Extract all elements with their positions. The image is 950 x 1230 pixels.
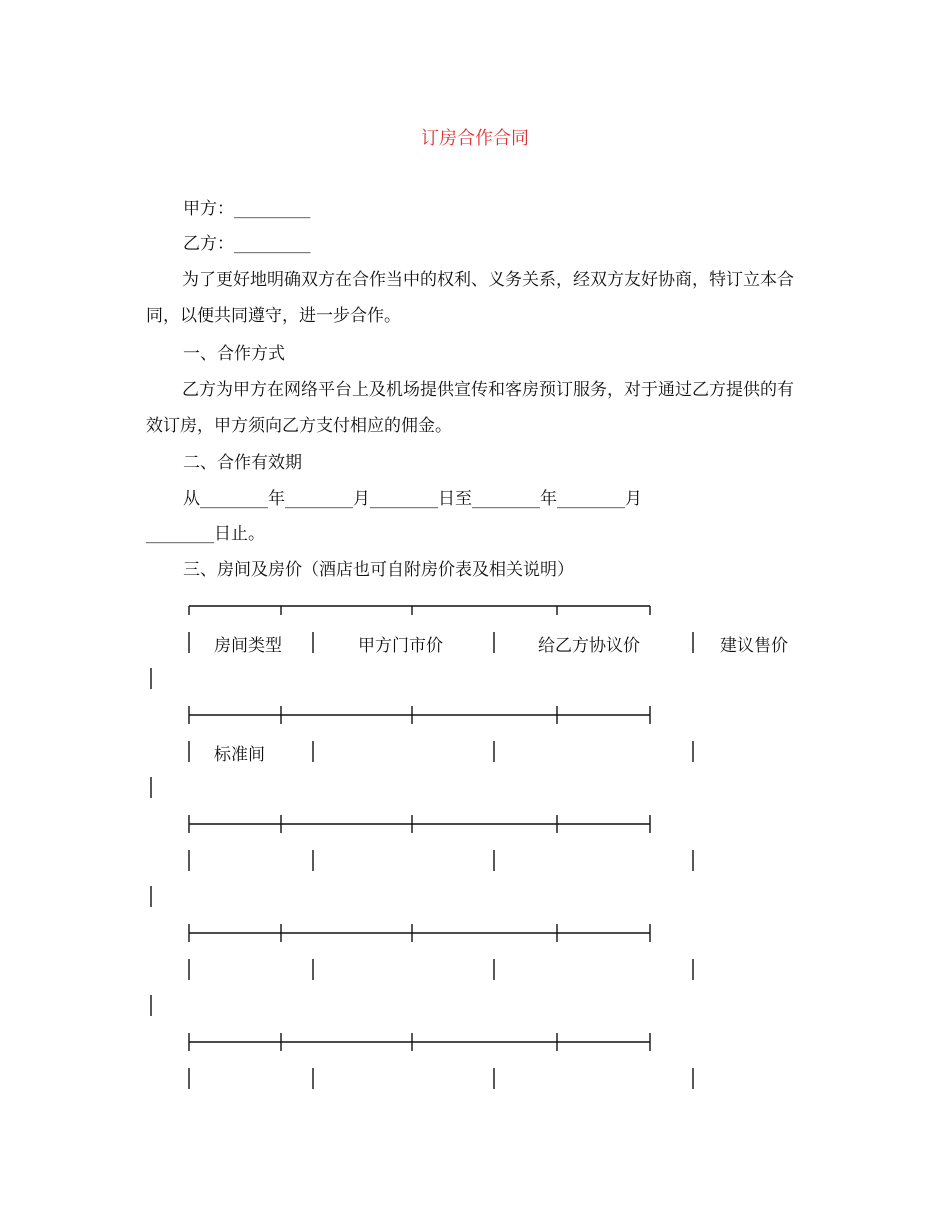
party-b-blank: _________ bbox=[234, 234, 311, 254]
party-b-label: 乙方： bbox=[183, 234, 234, 254]
section3-title: 三、房间及房价（酒店也可自附房价表及相关说明） bbox=[183, 560, 574, 580]
intro-paragraph: 为了更好地明确双方在合作当中的权利、义务关系，经双方友好协商，特订立本合同，以便共同遵守，进一步合作。 bbox=[146, 270, 794, 326]
header-list-price: 甲方门市价 bbox=[358, 636, 443, 656]
header-room-type: 房间类型 bbox=[214, 636, 282, 656]
party-a-label: 甲方： bbox=[183, 199, 234, 219]
contract-title: 订房合作合同 bbox=[421, 128, 529, 149]
section1-paragraph: 乙方为甲方在网络平台上及机场提供宣传和客房预订服务，对于通过乙方提供的有效订房，甲方须向乙方支付相应的佣金。 bbox=[146, 380, 794, 436]
period-line-1: 从________年________月________日至________年________月 bbox=[183, 489, 642, 509]
period-line-2: ________日止。 bbox=[146, 524, 265, 544]
row-1-room-type: 标准间 bbox=[214, 745, 265, 765]
party-a-blank: _________ bbox=[234, 199, 311, 219]
header-suggested-price: 建议售价 bbox=[720, 636, 788, 656]
header-agreed-price: 给乙方协议价 bbox=[538, 636, 640, 656]
section1-title: 一、合作方式 bbox=[183, 344, 285, 364]
section2-title: 二、合作有效期 bbox=[183, 453, 302, 473]
